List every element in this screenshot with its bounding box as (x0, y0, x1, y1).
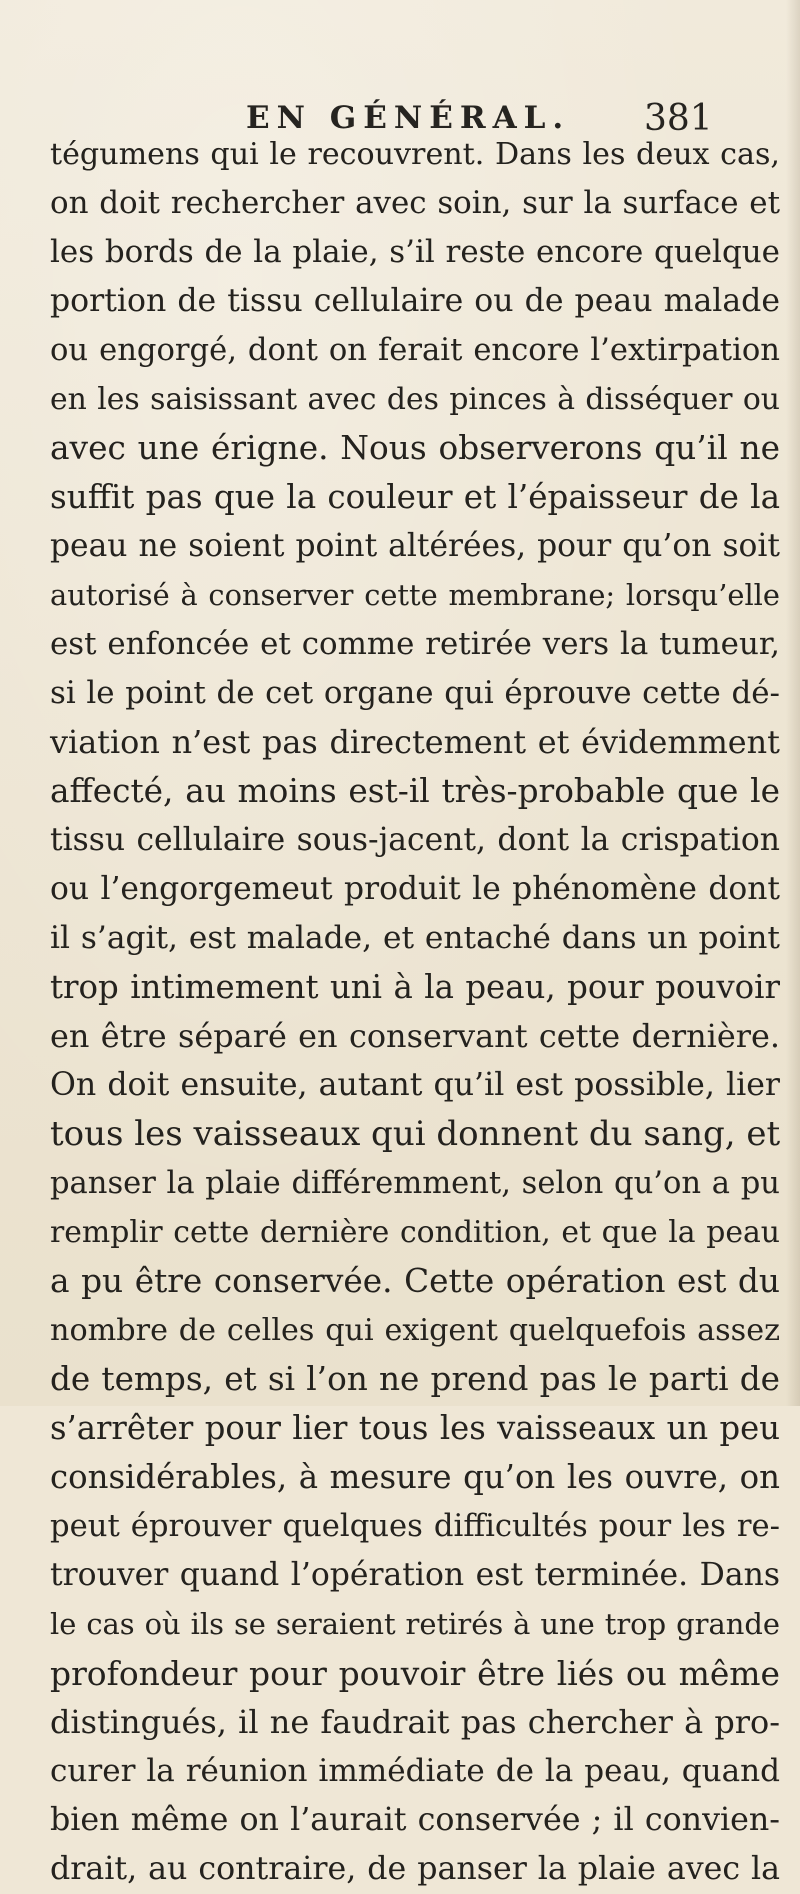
text-line: drait, au contraire, de panser la plaie avec la (50, 1851, 780, 1887)
text-line: ou l’engorgemeut produit le phénomène dont (50, 871, 780, 907)
text-line: en les saisissant avec des pinces à disséquer ou (50, 382, 780, 417)
text-line: distingués, il ne faudrait pas chercher à pro- (50, 1703, 780, 1741)
text-line: le cas où ils se seraient retirés à une trop grande (50, 1607, 780, 1641)
text-line: panser la plaie différemment, selon qu’on a pu (50, 1166, 780, 1201)
text-line: est enfoncée et comme retirée vers la tumeur, (50, 626, 780, 662)
text-line: on doit rechercher avec soin, sur la surface et (50, 185, 780, 221)
text-line: affecté, au moins est-il très-probable que le (50, 772, 780, 810)
text-line: tégumens qui le recouvrent. Dans les deux cas, (50, 137, 780, 172)
page-number: 381 (644, 98, 713, 139)
text-line: nombre de celles qui exigent quelquefois assez (50, 1313, 780, 1348)
text-line: trop intimement uni à la peau, pour pouvoir (50, 968, 780, 1006)
text-line: tous les vaisseaux qui donnent du sang, et (50, 1114, 781, 1154)
text-line: les bords de la plaie, s’il reste encore quelque (50, 234, 780, 270)
text-line: peut éprouver quelques difficultés pour les re- (50, 1509, 780, 1544)
text-line: considérables, à mesure qu’on les ouvre, on (50, 1458, 780, 1496)
text-line: viation n’est pas directement et évidemment (50, 723, 780, 761)
text-line: tissu cellulaire sous-jacent, dont la crispation (50, 822, 780, 858)
text-line: On doit ensuite, autant qu’il est possible, lier (50, 1067, 780, 1103)
text-line: bien même on l’aurait conservée ; il convien- (50, 1802, 780, 1838)
text-line: portion de tissu cellulaire ou de peau malade (50, 283, 780, 319)
text-line: si le point de cet organe qui éprouve cette dé- (50, 675, 780, 711)
text-line: autorisé à conserver cette membrane; lorsqu’elle (50, 578, 780, 612)
text-line: remplir cette dernière condition, et que la peau (50, 1215, 780, 1250)
text-line: suffit pas que la couleur et l’épaisseur de la (50, 478, 780, 516)
text-line: de temps, et si l’on ne prend pas le parti de (50, 1360, 780, 1398)
text-line: trouver quand l’opération est terminée. Dans (50, 1557, 780, 1593)
running-title: EN GÉNÉRAL. (246, 100, 571, 136)
text-line: avec une érigne. Nous observerons qu’il ne (50, 429, 780, 467)
text-line: curer la réunion immédiate de la peau, quand (50, 1753, 780, 1789)
text-line: a pu être conservée. Cette opération est du (50, 1262, 780, 1300)
text-line: peau ne soient point altérées, pour qu’on soit (50, 528, 780, 564)
text-line: il s’agit, est malade, et entaché dans un point (50, 920, 780, 956)
text-line: s’arrêter pour lier tous les vaisseaux un peu (50, 1409, 780, 1447)
body-text (50, 130, 780, 1894)
text-line: en être séparé en conservant cette dernière. (50, 1017, 780, 1055)
text-line: ou engorgé, dont on ferait encore l’extirpation (50, 333, 780, 368)
text-line: profondeur pour pouvoir être liés ou même (50, 1654, 780, 1693)
page-edge-shadow (786, 0, 800, 1406)
